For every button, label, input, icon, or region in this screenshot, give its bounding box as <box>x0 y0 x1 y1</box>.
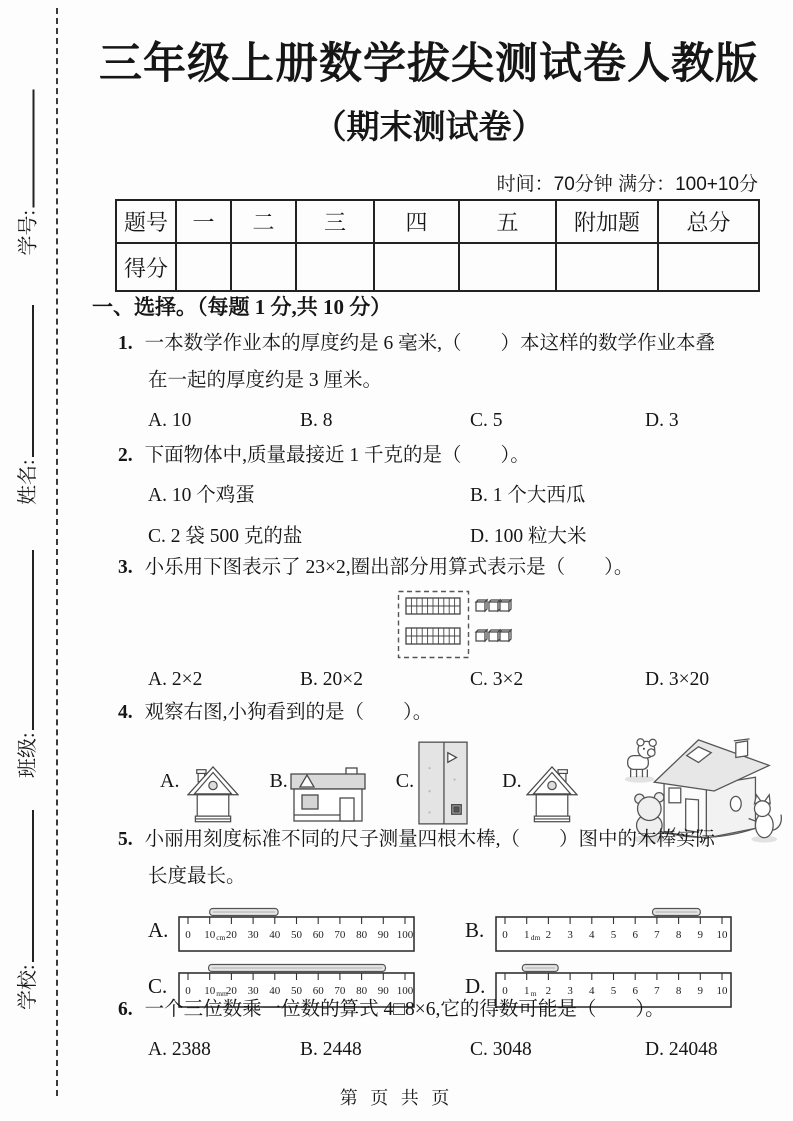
ruler-b-dm <box>495 907 732 953</box>
svg-text:9: 9 <box>697 985 704 997</box>
svg-text:10: 10 <box>204 929 216 941</box>
option-a-label: A. <box>148 917 169 942</box>
question-3 <box>90 549 790 694</box>
question-2 <box>90 437 790 551</box>
svg-text:cm: cm <box>216 933 226 942</box>
svg-text:0: 0 <box>502 929 508 941</box>
student-id-label: 学号: <box>17 209 40 256</box>
svg-text:1: 1 <box>523 985 530 997</box>
paper-subtitle: （期末测试卷） <box>313 108 545 145</box>
score-blank-cell <box>658 243 759 291</box>
question-text: 一个三位数乘一位数的算式 4□8×6,它的得数可能是（ ）。 <box>144 999 665 1020</box>
option-c-label: C. <box>395 769 415 792</box>
score-table-cell: 附加题 <box>556 200 658 243</box>
ruler-option-a <box>148 905 465 955</box>
section-one-heading: 一、选择。（每题 1 分,共 10 分） <box>92 295 392 319</box>
score-table <box>115 199 760 292</box>
svg-text:20: 20 <box>225 929 237 941</box>
question-number: 1. <box>118 333 133 354</box>
svg-text:mm: mm <box>216 989 228 998</box>
class-label: 班级: <box>17 732 39 778</box>
class-field <box>8 540 48 778</box>
option-d-label: D. <box>465 973 486 998</box>
svg-text:8: 8 <box>675 985 682 997</box>
question-text: 观察右图,小狗看到的是（ ）。 <box>144 702 433 723</box>
dog-figure <box>628 739 657 777</box>
option-d: D. 100 粒大米 <box>470 526 587 547</box>
option-d: D. 3×20 <box>645 669 710 690</box>
question-number: 2. <box>118 445 133 466</box>
option-d-label: D. <box>502 769 522 792</box>
question-number: 3. <box>118 557 133 578</box>
svg-text:80: 80 <box>356 985 368 997</box>
question-number: 5. <box>118 829 133 850</box>
time-score-info: 时间：70分钟 满分：100+10分 <box>496 174 758 195</box>
score-table-cell: 四 <box>374 200 459 243</box>
score-label-cell: 得分 <box>116 243 176 291</box>
option-b-label: B. <box>269 769 288 792</box>
question-text: 小乐用下图表示了 23×2,圈出部分用算式表示是（ ）。 <box>144 557 634 578</box>
svg-text:2: 2 <box>545 985 552 997</box>
svg-text:6: 6 <box>632 985 638 997</box>
question-text-line2: 长度最长。 <box>148 866 246 887</box>
option-b: B. 8 <box>300 410 333 431</box>
svg-text:10: 10 <box>716 929 728 941</box>
school-label: 学校: <box>17 964 39 1010</box>
svg-text:60: 60 <box>312 929 324 941</box>
house-front-image-a <box>187 757 239 827</box>
svg-text:3: 3 <box>567 985 573 997</box>
svg-text:10: 10 <box>204 985 216 997</box>
score-table-header-row <box>116 200 759 243</box>
student-id-field <box>9 81 49 256</box>
svg-text:9: 9 <box>697 929 704 941</box>
svg-text:60: 60 <box>312 985 324 997</box>
question-4-options <box>90 735 790 827</box>
option-c-label: C. <box>148 973 168 998</box>
question-6-options <box>90 1036 790 1064</box>
score-table-cell: 五 <box>459 200 556 243</box>
cut-line-dashed-divider <box>56 8 58 1096</box>
svg-text:0: 0 <box>185 929 191 941</box>
svg-text:4: 4 <box>589 929 595 941</box>
svg-text:30: 30 <box>247 929 259 941</box>
svg-text:1: 1 <box>523 929 530 941</box>
question-text: 下面物体中,质量最接近 1 千克的是（ ）。 <box>144 445 530 466</box>
question-number: 4. <box>118 702 133 723</box>
name-blank-line <box>22 305 34 457</box>
question-3-options <box>90 666 790 694</box>
question-text-line2: 在一起的厚度约是 3 厘米。 <box>148 370 383 391</box>
page-footer: 第 页 共 页 <box>339 1088 454 1108</box>
round-window <box>547 781 555 789</box>
score-table-cell: 总分 <box>658 200 759 243</box>
school-field <box>8 800 48 1010</box>
question-1 <box>90 325 790 435</box>
svg-text:6: 6 <box>632 929 638 941</box>
question-number: 6. <box>118 999 133 1020</box>
option-c: C. 3048 <box>470 1039 532 1060</box>
score-table-cell: 一 <box>176 200 231 243</box>
svg-text:2: 2 <box>545 929 552 941</box>
oval-window <box>730 796 741 811</box>
option-b-label: B. <box>465 917 485 942</box>
option-a: A. 2388 <box>148 1039 211 1060</box>
score-blank-cell <box>176 243 231 291</box>
svg-text:20: 20 <box>225 985 237 997</box>
square-window <box>302 795 318 809</box>
chimney <box>736 741 748 758</box>
svg-text:30: 30 <box>247 985 259 997</box>
svg-text:dm: dm <box>530 933 541 942</box>
house-side-image-b <box>290 765 366 827</box>
question-6 <box>90 991 790 1064</box>
option-a: A. 10 <box>148 410 192 431</box>
svg-text:5: 5 <box>610 929 617 941</box>
option-b: B. 2448 <box>300 1039 362 1060</box>
svg-text:50: 50 <box>291 985 302 997</box>
ten-rod-2 <box>406 628 460 644</box>
option-a: A. 2×2 <box>148 669 203 690</box>
dog-shadow <box>625 776 654 783</box>
round-window <box>209 781 217 789</box>
svg-text:3: 3 <box>567 929 573 941</box>
svg-text:10: 10 <box>716 985 728 997</box>
school-blank-line <box>22 810 34 962</box>
paper-main-content <box>90 0 790 1121</box>
question-4 <box>90 694 790 827</box>
svg-text:7: 7 <box>654 985 660 997</box>
option-d: D. 3 <box>645 410 679 431</box>
svg-text:90: 90 <box>377 929 389 941</box>
unit-cubes-row-2 <box>476 630 511 641</box>
score-blank-cell <box>374 243 459 291</box>
svg-text:0: 0 <box>502 985 508 997</box>
class-blank-line <box>22 550 34 730</box>
score-blank-cell <box>296 243 374 291</box>
option-d: D. 24048 <box>645 1039 718 1060</box>
svg-text:8: 8 <box>675 929 682 941</box>
front-window <box>669 788 681 803</box>
ruler-option-b <box>465 905 790 955</box>
svg-text:70: 70 <box>334 985 346 997</box>
blocks-diagram-svg <box>397 590 512 660</box>
score-blank-cell <box>459 243 556 291</box>
score-table-cell: 二 <box>231 200 296 243</box>
unit-cubes-row-1 <box>476 600 511 611</box>
ruler-a-cm <box>178 907 415 953</box>
name-label: 姓名: <box>17 459 39 505</box>
svg-text:0: 0 <box>185 985 191 997</box>
score-blank-cell <box>556 243 658 291</box>
house-front-image-d <box>526 757 578 827</box>
base-ten-blocks-diagram <box>397 590 790 660</box>
option-c: C. 3×2 <box>470 669 524 690</box>
option-a-label: A. <box>160 769 180 792</box>
svg-text:70: 70 <box>334 929 346 941</box>
name-field <box>8 295 48 505</box>
student-id-blank-line <box>23 90 35 208</box>
option-c: C. 5 <box>470 410 503 431</box>
question-1-options <box>90 407 790 435</box>
paper-title: 三年级上册数学拔尖测试卷人教版 <box>99 40 759 88</box>
house-back-image-c <box>418 740 468 827</box>
svg-text:40: 40 <box>269 929 281 941</box>
svg-text:80: 80 <box>356 929 368 941</box>
score-table-cell: 三 <box>296 200 374 243</box>
svg-text:100: 100 <box>396 985 414 997</box>
question-5 <box>90 821 790 1011</box>
option-c: C. 2 袋 500 克的盐 <box>148 526 303 547</box>
svg-text:100: 100 <box>396 929 414 941</box>
svg-text:m: m <box>530 989 537 998</box>
svg-text:7: 7 <box>654 929 660 941</box>
svg-text:4: 4 <box>589 985 595 997</box>
svg-text:90: 90 <box>377 985 389 997</box>
score-table-cell: 题号 <box>116 200 176 243</box>
question-text: 小丽用刻度标准不同的尺子测量四根木棒,（ ）图中的木棒实际 <box>144 829 716 850</box>
option-b: B. 1 个大西瓜 <box>470 485 586 506</box>
score-blank-cell <box>231 243 296 291</box>
svg-text:5: 5 <box>610 985 617 997</box>
ten-rod-1 <box>406 598 460 614</box>
question-text: 一本数学作业本的厚度约是 6 毫米,（ ）本这样的数学作业本叠 <box>144 333 716 354</box>
option-b: B. 20×2 <box>300 669 364 690</box>
score-table-score-row <box>116 243 759 291</box>
svg-text:50: 50 <box>291 929 302 941</box>
door <box>340 798 354 821</box>
question-2-options <box>90 482 790 551</box>
svg-text:40: 40 <box>269 985 281 997</box>
option-a: A. 10 个鸡蛋 <box>148 485 255 506</box>
